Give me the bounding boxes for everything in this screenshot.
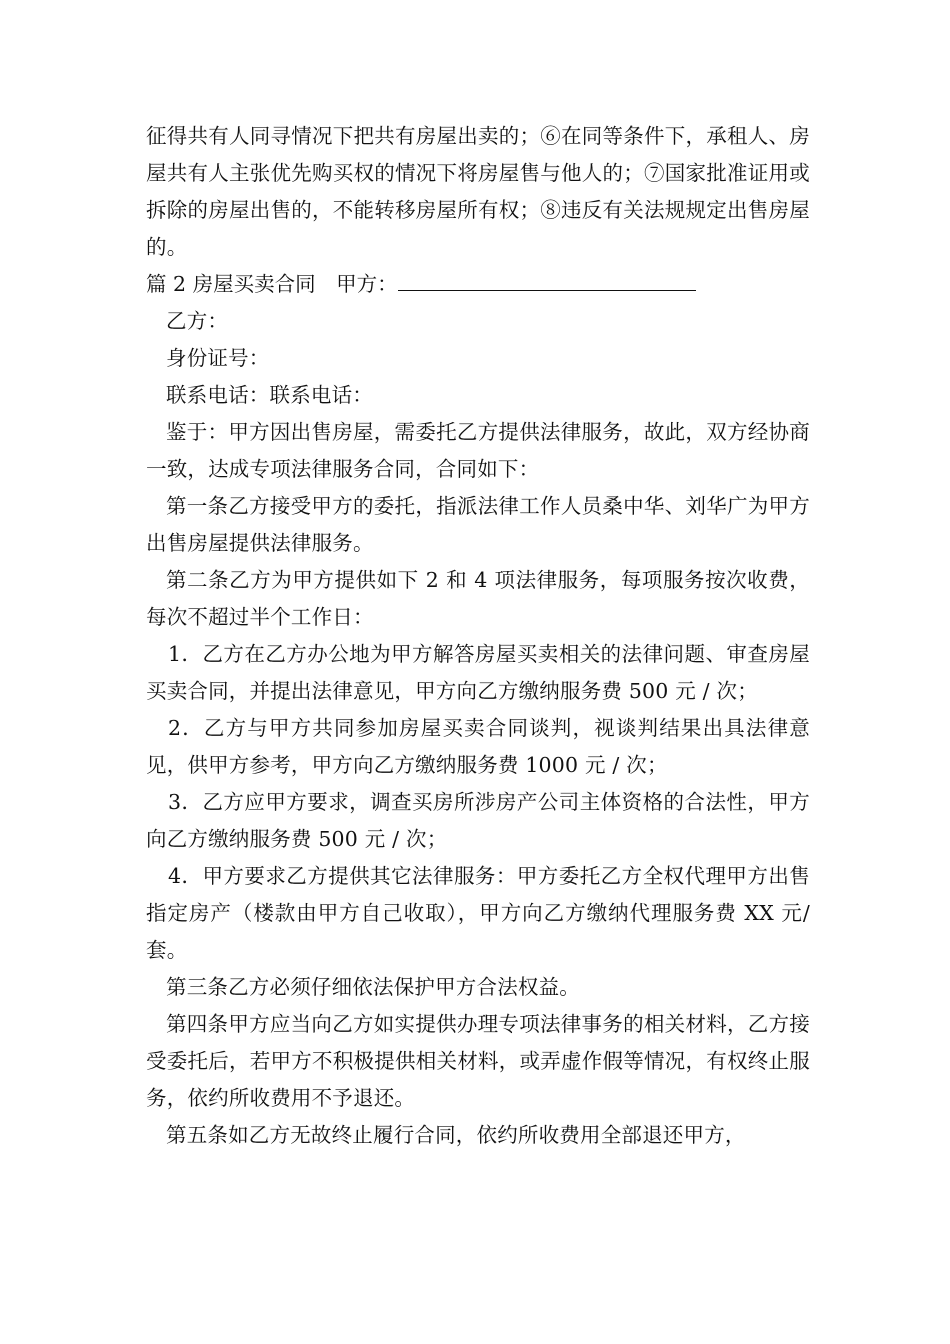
service-item-1: 1．乙方在乙方办公地为甲方解答房屋买卖相关的法律问题、审查房屋买卖合同，并提出法律意见，甲方向乙方缴纳服务费 500 元 / 次； — [146, 642, 810, 703]
intro-paragraph: 征得共有人同寻情况下把共有房屋出卖的；⑥在同等条件下，承租人、房屋共有人主张优先购买权的情况下将房屋售与他人的；⑦国家批准证用或拆除的房屋出售的，不能转移房屋所有权；⑧违反有关法规规定出售房屋的。 — [146, 124, 810, 259]
document-page — [146, 118, 810, 1154]
service-item-2: 2．乙方与甲方共同参加房屋买卖合同谈判，视谈判结果出具法律意见，供甲方参考，甲方向乙方缴纳服务费 1000 元 / 次； — [146, 716, 810, 777]
service-item-3: 3．乙方应甲方要求，调查买房所涉房产公司主体资格的合法性，甲方向乙方缴纳服务费 500 元 / 次； — [146, 790, 810, 851]
service-item-4: 4．甲方要求乙方提供其它法律服务：甲方委托乙方全权代理甲方出售指定房产（楼款由甲方自己收取），甲方向乙方缴纳代理服务费 XX 元/套。 — [146, 864, 810, 962]
article-5: 第五条如乙方无故终止履行合同，依约所收费用全部退还甲方， — [166, 1123, 746, 1147]
article-2: 第二条乙方为甲方提供如下 2 和 4 项法律服务，每项服务按次收费，每次不超过半个工作日： — [146, 568, 810, 629]
id-number-line: 身份证号： — [166, 346, 270, 370]
article-4: 第四条甲方应当向乙方如实提供办理专项法律事务的相关材料，乙方接受委托后，若甲方不积极提供相关材料，或弄虚作假等情况，有权终止服务，依约所收费用不予退还。 — [146, 1012, 810, 1110]
contract-heading-text: 篇 2 房屋买卖合同 甲方： — [146, 272, 398, 296]
party-a-blank-line — [398, 270, 696, 291]
contract-heading — [146, 266, 810, 303]
article-1: 第一条乙方接受甲方的委托，指派法律工作人员桑中华、刘华广为甲方出售房屋提供法律服务。 — [146, 494, 810, 555]
phone-line: 联系电话：联系电话： — [166, 383, 373, 407]
article-3: 第三条乙方必须仔细依法保护甲方合法权益。 — [166, 975, 580, 999]
whereas-paragraph: 鉴于：甲方因出售房屋，需委托乙方提供法律服务，故此，双方经协商一致，达成专项法律服务合同，合同如下： — [146, 420, 810, 481]
party-b-line: 乙方： — [166, 309, 229, 333]
